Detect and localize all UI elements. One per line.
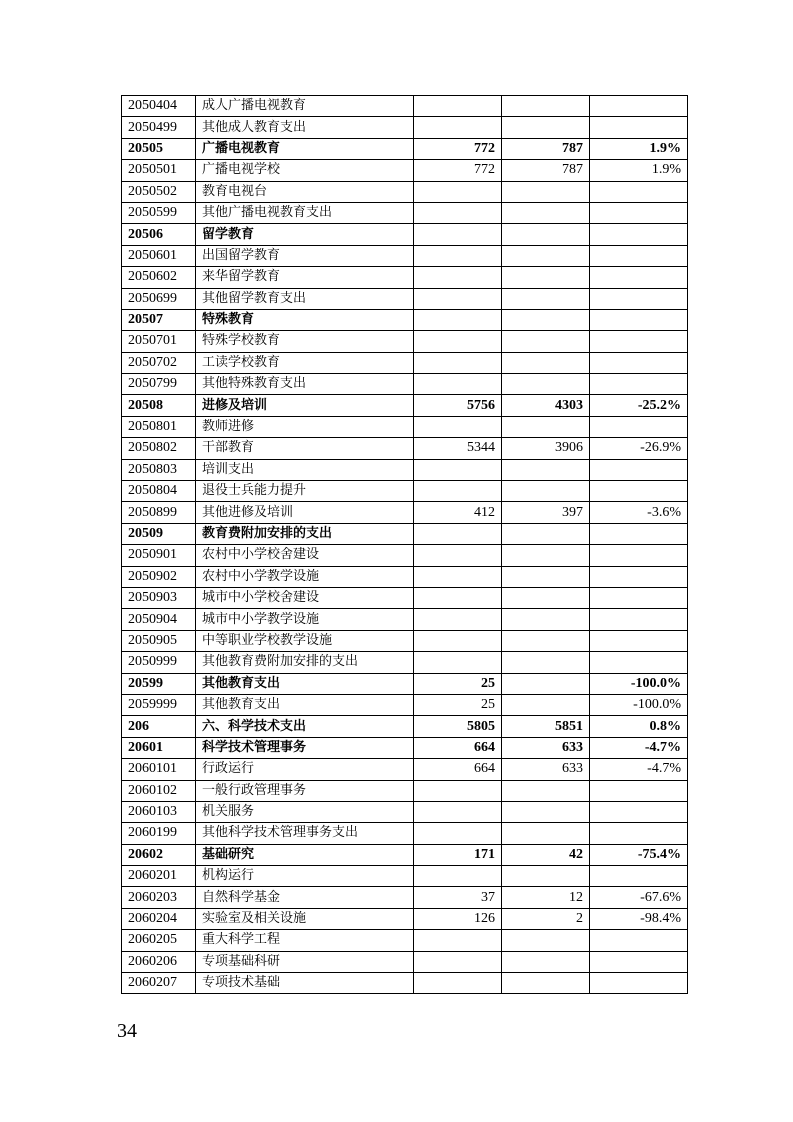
current-year-amount-cell: 787 <box>502 138 590 159</box>
account-name-cell: 城市中小学教学设施 <box>196 609 414 630</box>
account-name-cell: 行政运行 <box>196 759 414 780</box>
prior-year-amount-cell <box>414 96 502 117</box>
table-row <box>122 459 688 480</box>
current-year-amount-cell <box>502 694 590 715</box>
account-name-cell: 自然科学基金 <box>196 887 414 908</box>
account-name-cell: 城市中小学校舍建设 <box>196 587 414 608</box>
account-code-cell: 2060207 <box>122 973 196 994</box>
prior-year-amount-cell <box>414 352 502 373</box>
table-row <box>122 716 688 737</box>
current-year-amount-cell <box>502 780 590 801</box>
account-name-cell: 实验室及相关设施 <box>196 908 414 929</box>
budget-table-body <box>122 96 688 994</box>
account-code-cell: 2050904 <box>122 609 196 630</box>
percent-change-cell <box>590 545 688 566</box>
table-row <box>122 866 688 887</box>
percent-change-cell <box>590 973 688 994</box>
account-code-cell: 2050502 <box>122 181 196 202</box>
account-code-cell: 20506 <box>122 224 196 245</box>
current-year-amount-cell: 42 <box>502 844 590 865</box>
account-name-cell: 其他教育支出 <box>196 673 414 694</box>
account-code-cell: 20602 <box>122 844 196 865</box>
current-year-amount-cell <box>502 481 590 502</box>
percent-change-cell <box>590 374 688 395</box>
table-row <box>122 844 688 865</box>
account-code-cell: 2050905 <box>122 630 196 651</box>
current-year-amount-cell <box>502 288 590 309</box>
percent-change-cell: -4.7% <box>590 737 688 758</box>
account-code-cell: 20509 <box>122 523 196 544</box>
prior-year-amount-cell: 664 <box>414 737 502 758</box>
current-year-amount-cell <box>502 459 590 480</box>
account-code-cell: 2050901 <box>122 545 196 566</box>
prior-year-amount-cell <box>414 801 502 822</box>
prior-year-amount-cell <box>414 309 502 330</box>
account-name-cell: 六、科学技术支出 <box>196 716 414 737</box>
page-number: 34 <box>117 1020 137 1042</box>
account-name-cell: 农村中小学教学设施 <box>196 566 414 587</box>
table-row <box>122 823 688 844</box>
percent-change-cell: 1.9% <box>590 138 688 159</box>
account-code-cell: 2050799 <box>122 374 196 395</box>
current-year-amount-cell: 4303 <box>502 395 590 416</box>
table-row <box>122 438 688 459</box>
current-year-amount-cell <box>502 566 590 587</box>
percent-change-cell: -25.2% <box>590 395 688 416</box>
account-code-cell: 2050602 <box>122 267 196 288</box>
current-year-amount-cell: 397 <box>502 502 590 523</box>
table-row <box>122 545 688 566</box>
prior-year-amount-cell: 412 <box>414 502 502 523</box>
prior-year-amount-cell: 25 <box>414 694 502 715</box>
current-year-amount-cell <box>502 930 590 951</box>
current-year-amount-cell <box>502 181 590 202</box>
account-code-cell: 2050601 <box>122 245 196 266</box>
current-year-amount-cell <box>502 545 590 566</box>
percent-change-cell <box>590 780 688 801</box>
percent-change-cell <box>590 181 688 202</box>
table-row <box>122 694 688 715</box>
table-row <box>122 416 688 437</box>
account-name-cell: 干部教育 <box>196 438 414 459</box>
table-row <box>122 138 688 159</box>
current-year-amount-cell: 2 <box>502 908 590 929</box>
percent-change-cell <box>590 523 688 544</box>
account-name-cell: 培训支出 <box>196 459 414 480</box>
prior-year-amount-cell <box>414 973 502 994</box>
table-row <box>122 160 688 181</box>
account-name-cell: 出国留学教育 <box>196 245 414 266</box>
prior-year-amount-cell <box>414 823 502 844</box>
current-year-amount-cell <box>502 202 590 223</box>
account-name-cell: 其他留学教育支出 <box>196 288 414 309</box>
account-code-cell: 2050804 <box>122 481 196 502</box>
prior-year-amount-cell <box>414 331 502 352</box>
current-year-amount-cell: 787 <box>502 160 590 181</box>
current-year-amount-cell <box>502 609 590 630</box>
percent-change-cell <box>590 96 688 117</box>
account-code-cell: 2050903 <box>122 587 196 608</box>
account-code-cell: 2060199 <box>122 823 196 844</box>
account-code-cell: 2050701 <box>122 331 196 352</box>
percent-change-cell <box>590 481 688 502</box>
account-name-cell: 基础研究 <box>196 844 414 865</box>
account-name-cell: 其他成人教育支出 <box>196 117 414 138</box>
percent-change-cell <box>590 331 688 352</box>
current-year-amount-cell: 633 <box>502 759 590 780</box>
account-code-cell: 2060204 <box>122 908 196 929</box>
table-row <box>122 245 688 266</box>
percent-change-cell: -26.9% <box>590 438 688 459</box>
account-name-cell: 教师进修 <box>196 416 414 437</box>
prior-year-amount-cell <box>414 202 502 223</box>
percent-change-cell: -67.6% <box>590 887 688 908</box>
prior-year-amount-cell <box>414 652 502 673</box>
current-year-amount-cell <box>502 309 590 330</box>
account-name-cell: 进修及培训 <box>196 395 414 416</box>
account-name-cell: 其他广播电视教育支出 <box>196 202 414 223</box>
prior-year-amount-cell <box>414 587 502 608</box>
percent-change-cell: -4.7% <box>590 759 688 780</box>
percent-change-cell: -100.0% <box>590 673 688 694</box>
percent-change-cell <box>590 202 688 223</box>
prior-year-amount-cell <box>414 566 502 587</box>
table-row <box>122 374 688 395</box>
percent-change-cell <box>590 416 688 437</box>
percent-change-cell <box>590 459 688 480</box>
account-code-cell: 2050599 <box>122 202 196 223</box>
account-code-cell: 2050699 <box>122 288 196 309</box>
account-name-cell: 广播电视学校 <box>196 160 414 181</box>
percent-change-cell <box>590 587 688 608</box>
current-year-amount-cell <box>502 630 590 651</box>
current-year-amount-cell <box>502 801 590 822</box>
prior-year-amount-cell <box>414 951 502 972</box>
account-code-cell: 2060203 <box>122 887 196 908</box>
account-code-cell: 2050404 <box>122 96 196 117</box>
current-year-amount-cell <box>502 245 590 266</box>
percent-change-cell: 1.9% <box>590 160 688 181</box>
table-row <box>122 737 688 758</box>
percent-change-cell <box>590 288 688 309</box>
account-code-cell: 2050802 <box>122 438 196 459</box>
prior-year-amount-cell <box>414 481 502 502</box>
current-year-amount-cell <box>502 96 590 117</box>
table-row <box>122 267 688 288</box>
percent-change-cell: -75.4% <box>590 844 688 865</box>
table-row <box>122 587 688 608</box>
prior-year-amount-cell <box>414 930 502 951</box>
table-row <box>122 630 688 651</box>
account-name-cell: 其他教育支出 <box>196 694 414 715</box>
table-row <box>122 309 688 330</box>
account-code-cell: 2060101 <box>122 759 196 780</box>
table-row <box>122 481 688 502</box>
account-name-cell: 中等职业学校教学设施 <box>196 630 414 651</box>
account-name-cell: 科学技术管理事务 <box>196 737 414 758</box>
current-year-amount-cell <box>502 673 590 694</box>
prior-year-amount-cell: 171 <box>414 844 502 865</box>
account-code-cell: 2050801 <box>122 416 196 437</box>
account-name-cell: 其他进修及培训 <box>196 502 414 523</box>
account-name-cell: 重大科学工程 <box>196 930 414 951</box>
account-code-cell: 2050499 <box>122 117 196 138</box>
account-code-cell: 2050899 <box>122 502 196 523</box>
account-name-cell: 其他特殊教育支出 <box>196 374 414 395</box>
table-row <box>122 288 688 309</box>
account-name-cell: 专项技术基础 <box>196 973 414 994</box>
prior-year-amount-cell <box>414 523 502 544</box>
account-code-cell: 20601 <box>122 737 196 758</box>
account-name-cell: 退役士兵能力提升 <box>196 481 414 502</box>
table-row <box>122 780 688 801</box>
prior-year-amount-cell: 664 <box>414 759 502 780</box>
account-name-cell: 农村中小学校舍建设 <box>196 545 414 566</box>
table-row <box>122 331 688 352</box>
account-name-cell: 广播电视教育 <box>196 138 414 159</box>
current-year-amount-cell <box>502 652 590 673</box>
account-name-cell: 其他科学技术管理事务支出 <box>196 823 414 844</box>
account-code-cell: 20505 <box>122 138 196 159</box>
percent-change-cell: -98.4% <box>590 908 688 929</box>
percent-change-cell <box>590 801 688 822</box>
prior-year-amount-cell <box>414 459 502 480</box>
account-name-cell: 留学教育 <box>196 224 414 245</box>
current-year-amount-cell <box>502 352 590 373</box>
prior-year-amount-cell: 772 <box>414 160 502 181</box>
percent-change-cell <box>590 566 688 587</box>
table-row <box>122 887 688 908</box>
current-year-amount-cell <box>502 331 590 352</box>
current-year-amount-cell <box>502 973 590 994</box>
prior-year-amount-cell <box>414 288 502 309</box>
account-code-cell: 2060206 <box>122 951 196 972</box>
percent-change-cell <box>590 866 688 887</box>
account-name-cell: 机关服务 <box>196 801 414 822</box>
percent-change-cell <box>590 245 688 266</box>
percent-change-cell <box>590 823 688 844</box>
current-year-amount-cell <box>502 416 590 437</box>
table-row <box>122 352 688 373</box>
percent-change-cell <box>590 652 688 673</box>
prior-year-amount-cell: 5805 <box>414 716 502 737</box>
table-row <box>122 224 688 245</box>
prior-year-amount-cell: 5756 <box>414 395 502 416</box>
account-code-cell: 20507 <box>122 309 196 330</box>
table-row <box>122 759 688 780</box>
account-code-cell: 2060205 <box>122 930 196 951</box>
table-row <box>122 908 688 929</box>
account-name-cell: 机构运行 <box>196 866 414 887</box>
percent-change-cell: 0.8% <box>590 716 688 737</box>
prior-year-amount-cell: 37 <box>414 887 502 908</box>
account-name-cell: 特殊教育 <box>196 309 414 330</box>
account-name-cell: 其他教育费附加安排的支出 <box>196 652 414 673</box>
table-row <box>122 523 688 544</box>
current-year-amount-cell: 5851 <box>502 716 590 737</box>
percent-change-cell <box>590 267 688 288</box>
table-row <box>122 566 688 587</box>
percent-change-cell <box>590 930 688 951</box>
prior-year-amount-cell <box>414 866 502 887</box>
table-row <box>122 609 688 630</box>
account-name-cell: 特殊学校教育 <box>196 331 414 352</box>
prior-year-amount-cell <box>414 267 502 288</box>
current-year-amount-cell <box>502 267 590 288</box>
current-year-amount-cell: 633 <box>502 737 590 758</box>
table-row <box>122 502 688 523</box>
prior-year-amount-cell <box>414 245 502 266</box>
table-row <box>122 673 688 694</box>
prior-year-amount-cell <box>414 224 502 245</box>
percent-change-cell: -100.0% <box>590 694 688 715</box>
account-code-cell: 2050902 <box>122 566 196 587</box>
current-year-amount-cell <box>502 117 590 138</box>
account-code-cell: 2050803 <box>122 459 196 480</box>
account-code-cell: 2059999 <box>122 694 196 715</box>
current-year-amount-cell <box>502 866 590 887</box>
account-name-cell: 专项基础科研 <box>196 951 414 972</box>
prior-year-amount-cell <box>414 630 502 651</box>
account-name-cell: 教育电视台 <box>196 181 414 202</box>
prior-year-amount-cell <box>414 780 502 801</box>
current-year-amount-cell <box>502 587 590 608</box>
table-row <box>122 973 688 994</box>
account-code-cell: 2060201 <box>122 866 196 887</box>
account-code-cell: 2050501 <box>122 160 196 181</box>
table-row <box>122 951 688 972</box>
account-code-cell: 2060102 <box>122 780 196 801</box>
table-row <box>122 181 688 202</box>
percent-change-cell <box>590 352 688 373</box>
percent-change-cell <box>590 951 688 972</box>
table-row <box>122 202 688 223</box>
prior-year-amount-cell <box>414 416 502 437</box>
prior-year-amount-cell: 772 <box>414 138 502 159</box>
account-code-cell: 206 <box>122 716 196 737</box>
account-name-cell: 工读学校教育 <box>196 352 414 373</box>
current-year-amount-cell <box>502 224 590 245</box>
account-code-cell: 2060103 <box>122 801 196 822</box>
prior-year-amount-cell <box>414 609 502 630</box>
percent-change-cell <box>590 609 688 630</box>
table-row <box>122 801 688 822</box>
current-year-amount-cell <box>502 374 590 395</box>
percent-change-cell: -3.6% <box>590 502 688 523</box>
prior-year-amount-cell: 25 <box>414 673 502 694</box>
prior-year-amount-cell <box>414 117 502 138</box>
account-name-cell: 一般行政管理事务 <box>196 780 414 801</box>
table-row <box>122 652 688 673</box>
account-code-cell: 20599 <box>122 673 196 694</box>
percent-change-cell <box>590 224 688 245</box>
prior-year-amount-cell: 5344 <box>414 438 502 459</box>
current-year-amount-cell: 3906 <box>502 438 590 459</box>
table-row <box>122 117 688 138</box>
account-code-cell: 20508 <box>122 395 196 416</box>
prior-year-amount-cell <box>414 181 502 202</box>
percent-change-cell <box>590 309 688 330</box>
current-year-amount-cell <box>502 823 590 844</box>
current-year-amount-cell <box>502 523 590 544</box>
account-code-cell: 2050999 <box>122 652 196 673</box>
account-code-cell: 2050702 <box>122 352 196 373</box>
prior-year-amount-cell <box>414 545 502 566</box>
budget-table <box>121 95 688 994</box>
percent-change-cell <box>590 630 688 651</box>
table-row <box>122 930 688 951</box>
account-name-cell: 教育费附加安排的支出 <box>196 523 414 544</box>
current-year-amount-cell: 12 <box>502 887 590 908</box>
percent-change-cell <box>590 117 688 138</box>
account-name-cell: 成人广播电视教育 <box>196 96 414 117</box>
prior-year-amount-cell: 126 <box>414 908 502 929</box>
table-row <box>122 96 688 117</box>
current-year-amount-cell <box>502 951 590 972</box>
account-name-cell: 来华留学教育 <box>196 267 414 288</box>
prior-year-amount-cell <box>414 374 502 395</box>
table-row <box>122 395 688 416</box>
